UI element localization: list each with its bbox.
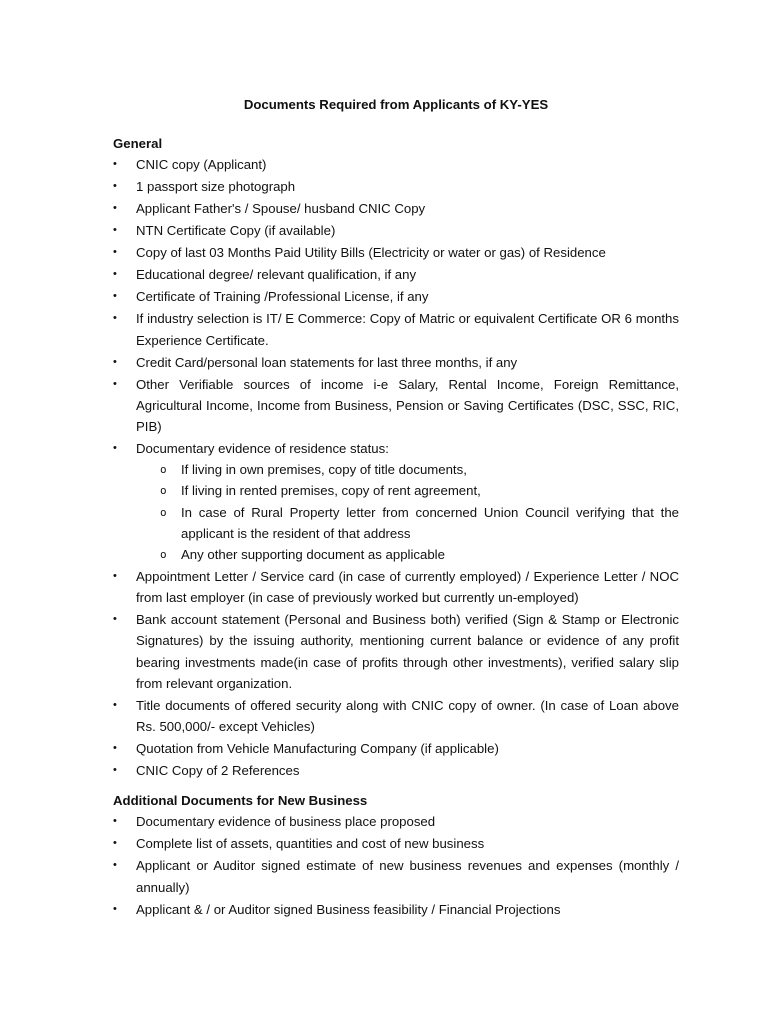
list-item-text: Quotation from Vehicle Manufacturing Company (if applicable) xyxy=(136,741,499,757)
sub-bullet-icon: o xyxy=(160,548,167,562)
list-item xyxy=(113,566,679,608)
list-item xyxy=(113,264,679,285)
list-item-text: Documentary evidence of residence status: xyxy=(136,441,389,457)
list-item-text: Documentary evidence of business place proposed xyxy=(136,814,436,830)
list-item xyxy=(113,855,679,897)
list-item xyxy=(113,738,679,759)
bullet-icon: • xyxy=(113,180,117,193)
list-item xyxy=(113,286,679,307)
bullet-icon: • xyxy=(113,837,117,850)
general-heading: General xyxy=(113,136,163,152)
list-item-text: Title documents of offered security along with CNIC copy of owner. (In case of Loan above Rs. 500,000/- except Vehicles) xyxy=(136,697,679,735)
list-item-text: Certificate of Training /Professional License, if any xyxy=(136,289,429,305)
list-item-text: Educational degree/ relevant qualification, if any xyxy=(136,267,417,283)
list-item-text: CNIC Copy of 2 References xyxy=(136,763,300,779)
bullet-icon: • xyxy=(113,815,117,828)
bullet-icon: • xyxy=(113,698,117,711)
sub-list-item xyxy=(136,544,679,565)
general-list xyxy=(113,154,679,781)
list-item-text: Applicant & / or Auditor signed Business feasibility / Financial Projections xyxy=(136,901,561,917)
additional-heading: Additional Documents for New Business xyxy=(113,793,368,809)
list-item xyxy=(113,899,679,920)
list-item xyxy=(113,154,679,175)
sub-bullet-icon: o xyxy=(160,463,167,477)
list-item xyxy=(113,374,679,438)
bullet-icon: • xyxy=(113,158,117,171)
list-item-text: Credit Card/personal loan statements for last three months, if any xyxy=(136,354,518,370)
bullet-icon: • xyxy=(113,742,117,755)
list-item xyxy=(113,352,679,373)
bullet-icon: • xyxy=(113,355,117,368)
list-item xyxy=(113,308,679,350)
bullet-icon: • xyxy=(113,202,117,215)
list-item xyxy=(113,833,679,854)
bullet-icon: • xyxy=(113,859,117,872)
list-item xyxy=(113,242,679,263)
list-item-text: Copy of last 03 Months Paid Utility Bills (Electricity or water or gas) of Residence xyxy=(136,245,606,261)
document-content xyxy=(113,90,679,921)
list-item-residence-status xyxy=(113,438,679,565)
sub-list-item xyxy=(136,480,679,501)
document-title: Documents Required from Applicants of KY-YES xyxy=(243,97,549,112)
list-item xyxy=(113,609,679,694)
sub-list-item-text: Any other supporting document as applicable xyxy=(181,547,445,563)
list-item xyxy=(113,811,679,832)
bullet-icon: • xyxy=(113,268,117,281)
list-item-text: 1 passport size photograph xyxy=(136,179,296,195)
bullet-icon: • xyxy=(113,570,117,583)
bullet-icon: • xyxy=(113,902,117,915)
sub-bullet-icon: o xyxy=(160,505,167,519)
bullet-icon: • xyxy=(113,613,117,626)
sub-list-item-text: If living in rented premises, copy of rent agreement, xyxy=(181,483,481,499)
residence-sublist xyxy=(136,459,679,565)
list-item xyxy=(113,198,679,219)
list-item xyxy=(113,220,679,241)
list-item xyxy=(113,760,679,781)
list-item-text: Bank account statement (Personal and Business both) verified (Sign & Stamp or Electronic Signatures) by the issuing authority, mentioning current balance or evidence of any profit bearing investments made(in case of profits through other investments), verified salary slip from relevant organization. xyxy=(136,612,679,691)
sub-bullet-icon: o xyxy=(160,484,167,498)
bullet-icon: • xyxy=(113,224,117,237)
list-item-text: CNIC copy (Applicant) xyxy=(136,157,267,173)
bullet-icon: • xyxy=(113,442,117,455)
sub-list-item-text: If living in own premises, copy of title documents, xyxy=(181,462,467,478)
sub-list-item-text: In case of Rural Property letter from concerned Union Council verifying that the applicant is the resident of that address xyxy=(181,504,679,541)
additional-list xyxy=(113,811,679,919)
list-item-text: Other Verifiable sources of income i-e Salary, Rental Income, Foreign Remittance, Agricultural Income, Income from Business, Pension or Saving Certificates (DSC, SSC, RIC, PIB) xyxy=(136,376,679,435)
list-item-text: Appointment Letter / Service card (in case of currently employed) / Experience Letter / NOC from last employer (in case of previously worked but currently un-employed) xyxy=(136,569,679,606)
bullet-icon: • xyxy=(113,246,117,259)
list-item-text: Complete list of assets, quantities and cost of new business xyxy=(136,836,485,852)
bullet-icon: • xyxy=(113,764,117,777)
list-item-text: If industry selection is IT/ E Commerce: Copy of Matric or equivalent Certificate OR 6 months Experience Certificate. xyxy=(136,311,679,348)
list-item-text: Applicant or Auditor signed estimate of new business revenues and expenses (monthly / annually) xyxy=(136,858,679,895)
bullet-icon: • xyxy=(113,377,117,390)
sub-list-item xyxy=(136,459,679,480)
list-item xyxy=(113,176,679,197)
list-item-text: NTN Certificate Copy (if available) xyxy=(136,223,336,239)
bullet-icon: • xyxy=(113,290,117,303)
list-item xyxy=(113,695,679,737)
bullet-icon: • xyxy=(113,312,117,325)
list-item-text: Applicant Father's / Spouse/ husband CNIC Copy xyxy=(136,201,426,217)
sub-list-item xyxy=(136,502,679,544)
